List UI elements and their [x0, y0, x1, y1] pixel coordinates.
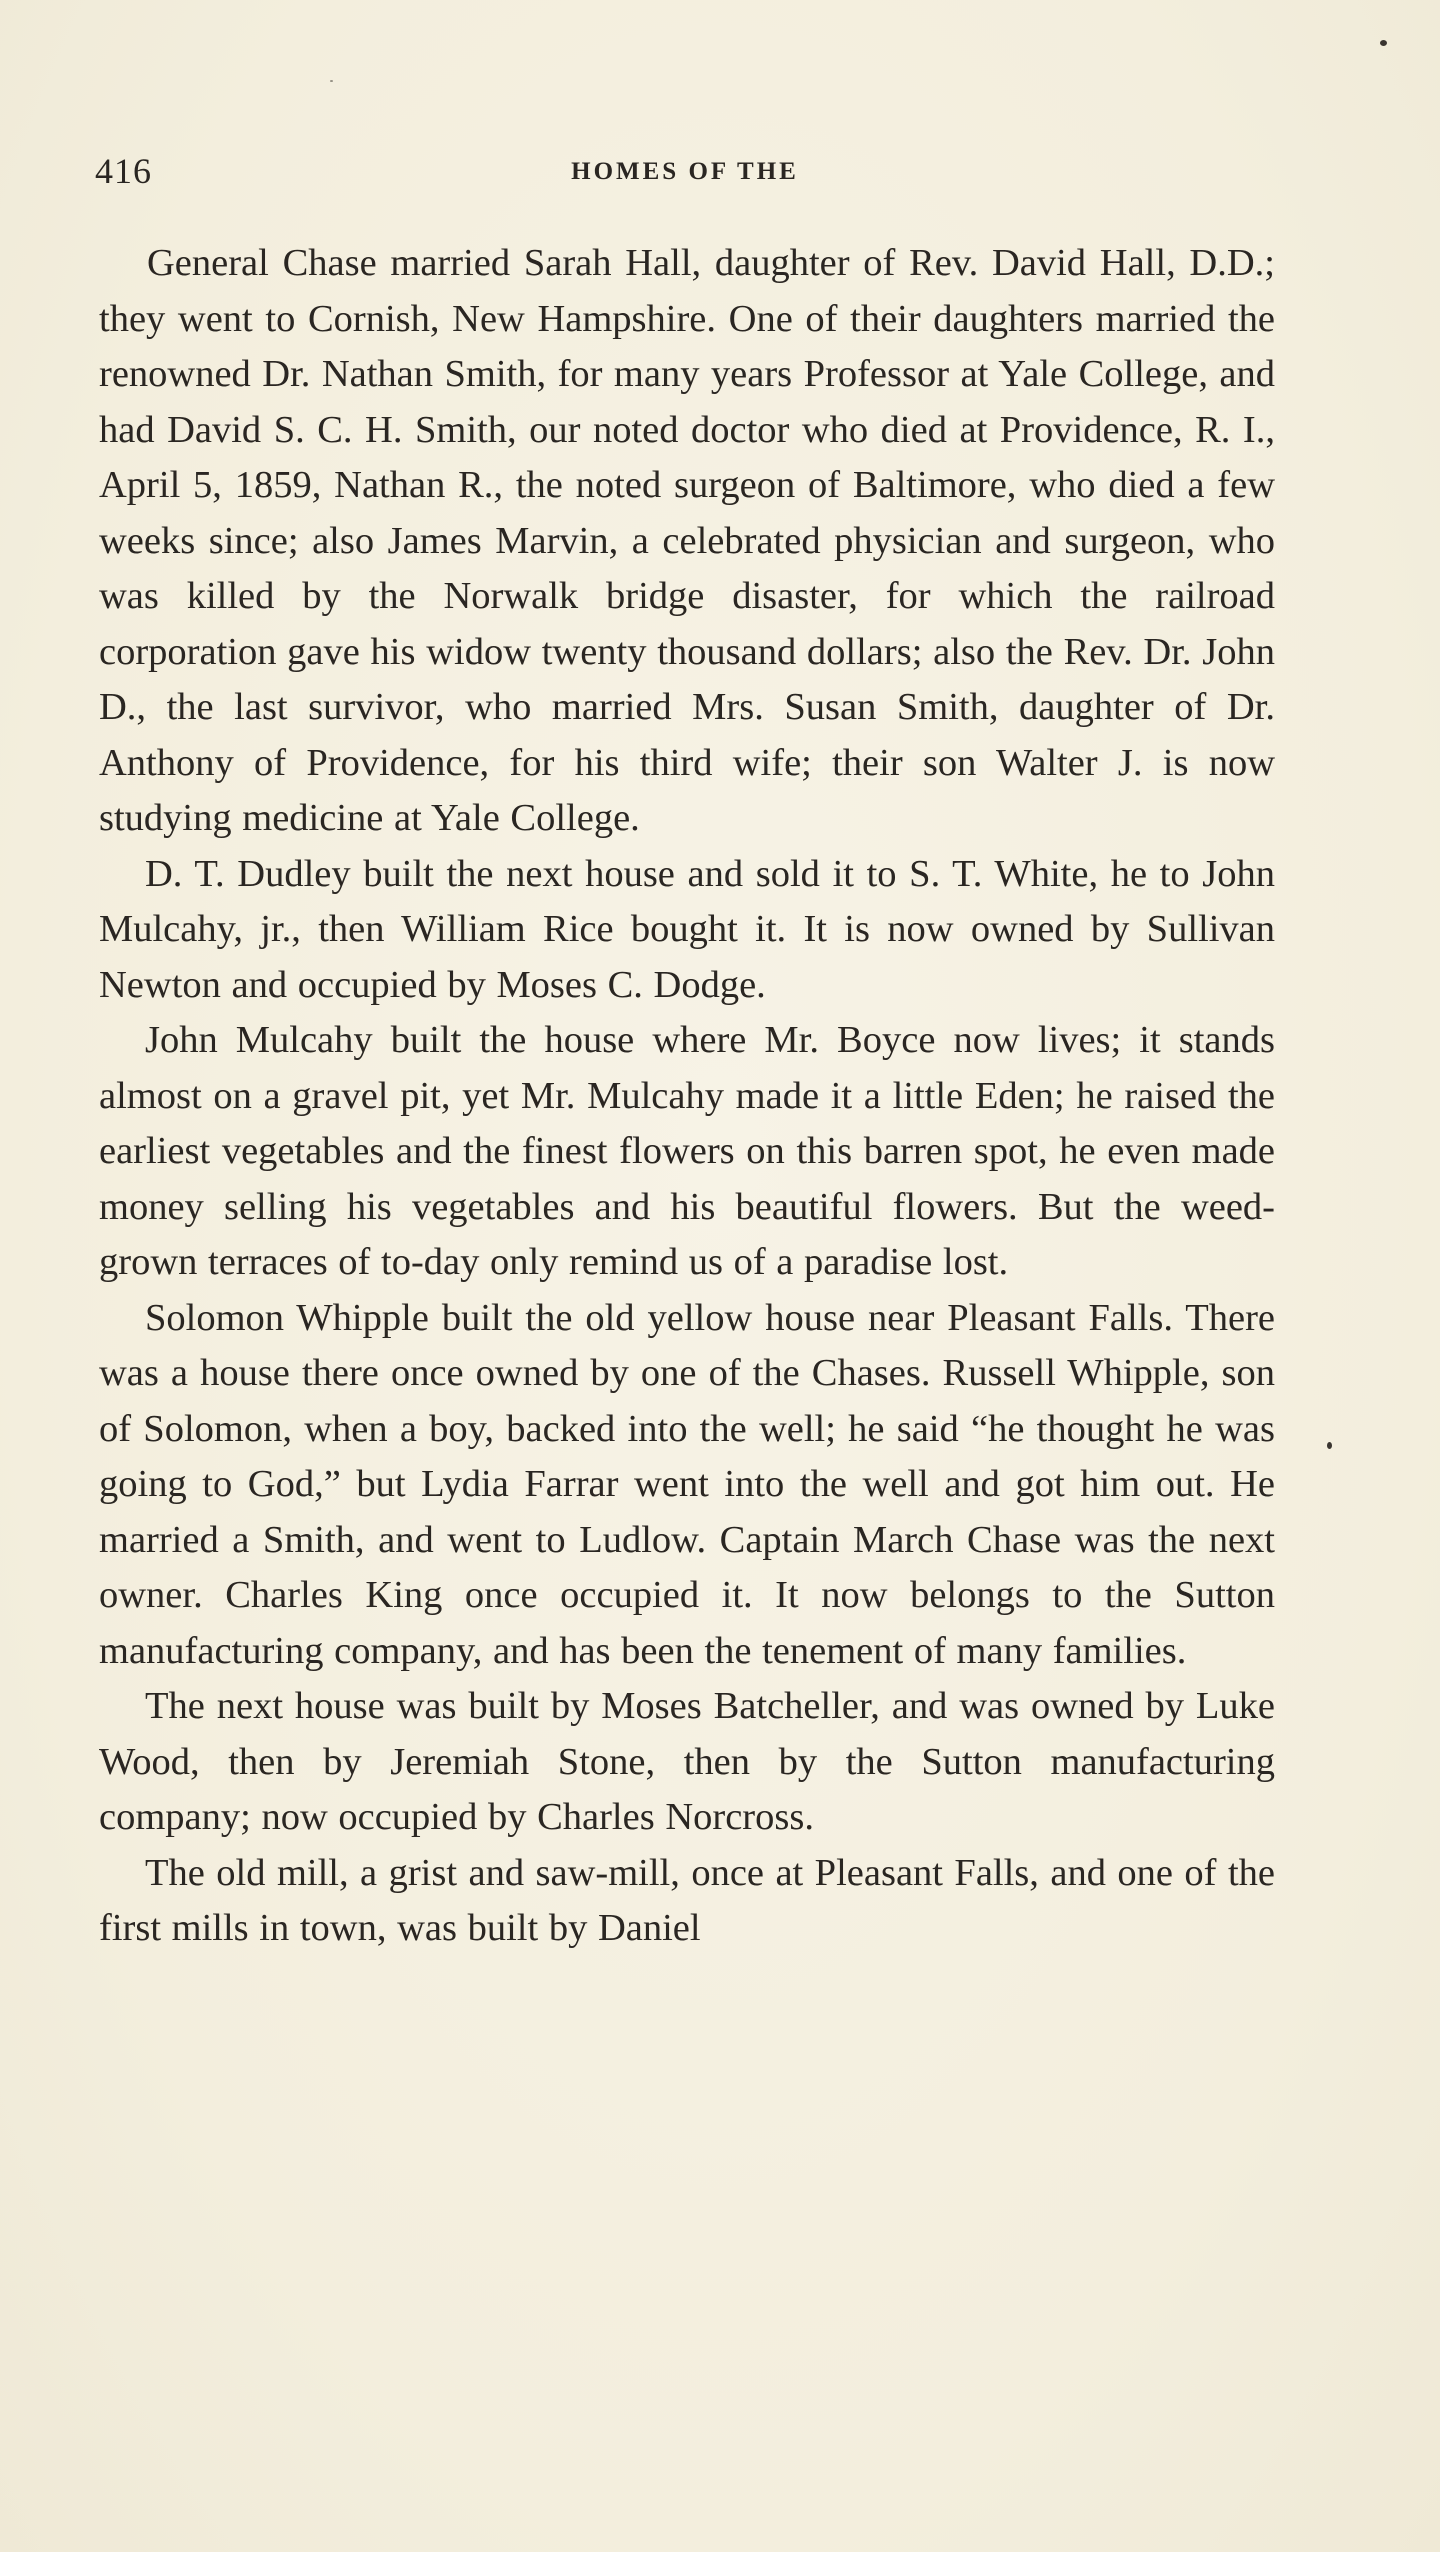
body-text	[99, 236, 1275, 1957]
page-header	[95, 150, 1275, 210]
paragraph: Solomon Whipple built the old yellow house near Pleasant Falls. There was a house there once owned by one of the Chases. Russell Whipple, son of Solomon, when a boy, backed into the well; he said “he thought he was going to God,” but Lydia Farrar went into the well and got him out. He married a Smith, and went to Ludlow. Captain March Chase was the next owner. Charles King once occupied it. It now belongs to the Sutton manufacturing company, and has been the tenement of many families.	[99, 1296, 1275, 1672]
ink-speck	[330, 80, 333, 82]
ink-speck	[1327, 1442, 1332, 1449]
page-number: 416	[95, 151, 152, 191]
paragraph: The old mill, a grist and saw-mill, once at Pleasant Falls, and one of the first mills in town, was built by Daniel	[99, 1851, 1275, 1949]
ink-speck	[1380, 40, 1387, 46]
paragraph: The next house was built by Moses Batcheller, and was owned by Luke Wood, then by Jeremiah Stone, then by the Sutton manufacturing company; now occupied by Charles Norcross.	[99, 1685, 1275, 1838]
paragraph: D. T. Dudley built the next house and sold it to S. T. White, he to John Mulcahy, jr., then William Rice bought it. It is now owned by Sullivan Newton and occupied by Moses C. Dodge.	[99, 852, 1275, 1006]
paragraph: General Chase married Sarah Hall, daughter of Rev. David Hall, D.D.; they went to Cornish, New Hampshire. One of their daughters married the renowned Dr. Nathan Smith, for many years Professor at Yale College, and had David S. C. H. Smith, our noted doctor who died at Providence, R. I., April 5, 1859, Nathan R., the noted surgeon of Baltimore, who died a few weeks since; also James Marvin, a celebrated physician and surgeon, who was killed by the Norwalk bridge disaster, for which the railroad corporation gave his widow twenty thousand dollars; also the Rev. Dr. John D., the last survivor, who married Mrs. Susan Smith, daughter of Dr. Anthony of Providence, for his third wife; their son Walter J. is now studying medicine at Yale College.	[99, 242, 1275, 839]
running-head: HOMES OF THE	[571, 158, 799, 185]
paragraph: John Mulcahy built the house where Mr. Boyce now lives; it stands almost on a gravel pit, yet Mr. Mulcahy made it a little Eden; he raised the earliest vegetables and the finest flowers on this barren spot, he even made money selling his vegetables and his beautiful flowers. But the weed-grown terraces of to-day only remind us of a paradise lost.	[99, 1019, 1275, 1283]
